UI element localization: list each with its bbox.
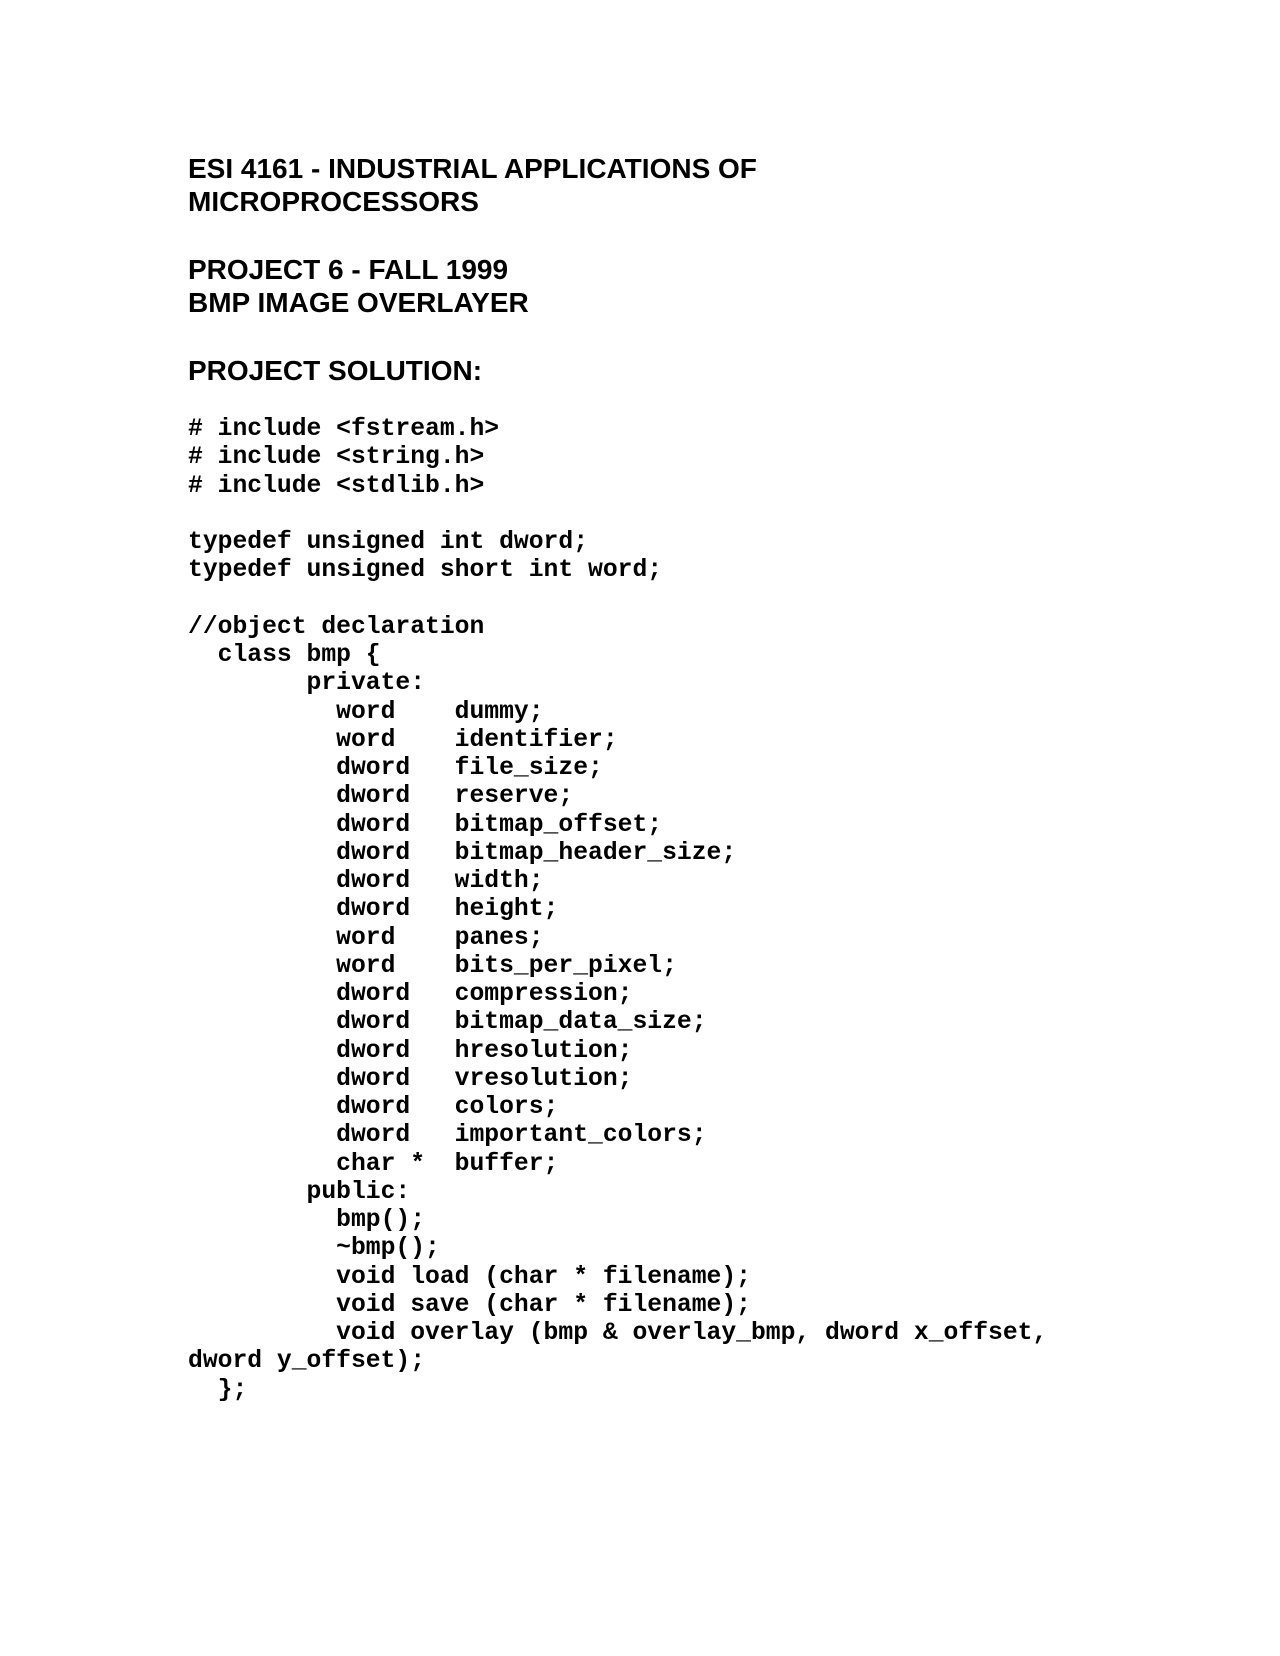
code-line: bmp(); — [188, 1206, 426, 1234]
code-line: word dummy; — [188, 697, 544, 726]
code-line: void save (char * filename); — [188, 1290, 751, 1319]
code-line: dword compression; — [188, 980, 633, 1008]
code-line: # include <fstream.h> — [188, 415, 500, 443]
project-title — [188, 253, 529, 319]
code-line: dword width; — [188, 867, 544, 895]
code-line: char * buffer; — [188, 1149, 559, 1178]
code-line: public: — [188, 1177, 411, 1206]
code-line: void overlay (bmp & overlay_bmp, dword x_offset, — [188, 1319, 1048, 1347]
course-title — [188, 152, 757, 218]
code-line: dword hresolution; — [188, 1036, 633, 1065]
code-line: typedef unsigned short int word; — [188, 556, 663, 585]
solution-heading: PROJECT SOLUTION: — [188, 355, 483, 386]
code-listing — [188, 415, 1047, 1404]
code-line: dword file_size; — [188, 754, 603, 782]
code-line: private: — [188, 669, 426, 698]
code-line: dword y_offset); — [188, 1347, 426, 1376]
code-line: }; — [188, 1375, 248, 1404]
code-line: class bmp { — [188, 641, 381, 669]
code-line: dword bitmap_header_size; — [188, 838, 737, 867]
code-line — [188, 585, 1047, 613]
course-title-line-1: ESI 4161 - INDUSTRIAL APPLICATIONS OF — [188, 153, 757, 184]
code-line: ~bmp(); — [188, 1234, 440, 1263]
code-line: dword vresolution; — [188, 1064, 633, 1093]
code-line: dword colors; — [188, 1093, 559, 1121]
code-line: dword reserve; — [188, 782, 574, 811]
code-line: # include <stdlib.h> — [188, 471, 485, 500]
code-line: //object declaration — [188, 612, 485, 641]
project-name-line: BMP IMAGE OVERLAYER — [188, 287, 529, 318]
code-line: # include <string.h> — [188, 443, 485, 472]
course-title-line-2: MICROPROCESSORS — [188, 186, 479, 217]
code-line: dword height; — [188, 895, 559, 924]
code-line: typedef unsigned int dword; — [188, 528, 589, 556]
code-line: dword bitmap_data_size; — [188, 1008, 707, 1037]
project-number-line: PROJECT 6 - FALL 1999 — [188, 254, 509, 285]
code-line: void load (char * filename); — [188, 1262, 751, 1291]
code-line: word bits_per_pixel; — [188, 951, 677, 980]
code-line: word panes; — [188, 923, 544, 952]
code-line: dword important_colors; — [188, 1121, 707, 1150]
code-line: word identifier; — [188, 725, 618, 754]
code-line: dword bitmap_offset; — [188, 810, 663, 839]
code-line — [188, 500, 1047, 528]
